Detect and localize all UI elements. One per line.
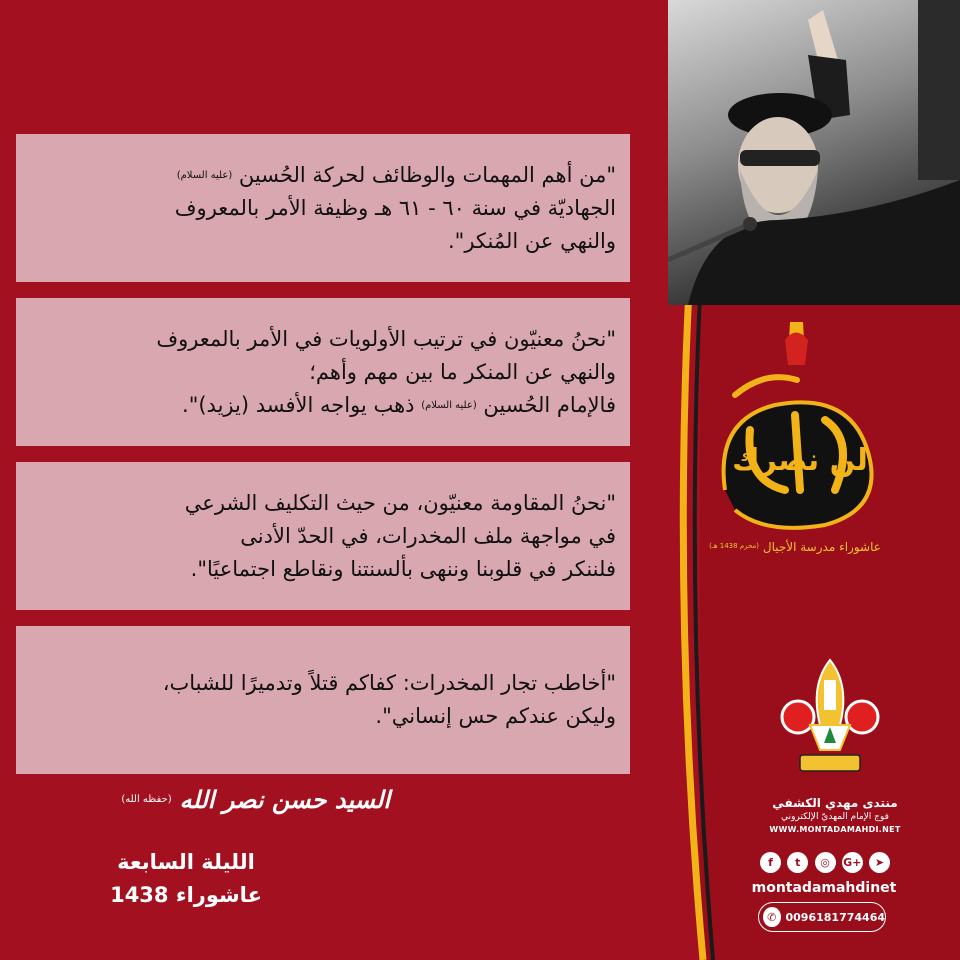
quote-1-line-2: الجهاديّة في سنة ٦٠ - ٦١ هـ وظيفة الأمر بالمعروف [174,195,616,220]
quote-box-3 [16,462,630,610]
signature-honorific: (حفظه الله) [121,794,172,805]
quote-2-line-3: فالإمام الحُسين (عليه السلام) ذهب يواجه الأفسد (يزيد)". [182,392,616,417]
forum-info [740,795,930,836]
campaign-year-tag: (محرم 1438 هـ) [709,542,760,550]
social-icons [760,852,890,876]
quote-box-1 [16,134,630,282]
quote-4-line-2: وليكن عندكم حس إنساني". [375,704,616,728]
night-line-1: الليلة السابعة [117,850,255,874]
quote-4-line-1: "أخاطب تجار المخدرات: كفاكم قتلاً وتدميرًا للشباب، [162,671,616,695]
forum-name: منتدى مهدي الكشفي [772,796,898,810]
twitter-icon[interactable]: t [787,852,808,873]
speaker-photo [668,0,960,305]
quote-1-line-3: والنهي عن المُنكر". [448,228,616,253]
quote-2-line-1: "نحنُ معنيّون في ترتيب الأولويات في الأمر بالمعروف [156,326,616,351]
quote-2-line-2: والنهي عن المنكر ما بين مهم وأهم؛ [309,359,616,384]
forum-subtitle: فوج الإمام المهديّ الإلكتروني [781,812,889,822]
quote-3-line-3: فلننكر في قلوبنا وننهى بألسنتنا ونقاطع اجتماعيًا". [190,556,616,581]
quote-1-line-1: "من أهم المهمات والوظائف لحركة الحُسين (عليه السلام) [176,162,616,187]
speaker-silhouette-icon [668,0,960,305]
night-line-2: عاشوراء 1438 [110,883,262,907]
google-plus-icon[interactable]: G+ [842,852,863,873]
telegram-icon[interactable]: ➤ [869,852,890,873]
phone-icon: ✆ [763,907,781,927]
forum-url[interactable]: WWW.MONTADAMAHDI.NET [769,825,901,834]
quote-box-2 [16,298,630,446]
social-handle: montadamahdinet [751,880,897,896]
instagram-icon[interactable]: ◎ [815,852,836,873]
signature-name: السيد حسن نصر الله [179,785,390,814]
honorific-small: (عليه السلام) [421,399,477,411]
quote-box-4 [16,626,630,774]
campaign-logo-text: لن نصرك [732,443,868,478]
quote-3-line-2: في مواجهة ملف المخدرات، في الحدّ الأدنى [240,523,616,548]
scout-fleur-de-lis-logo [780,655,880,785]
campaign-tagline: عاشوراء مدرسة الأجيال $^{(محرم 1438 هـ)}$ [709,540,881,554]
phone-number: 0096181774464 [785,910,885,924]
facebook-icon[interactable]: f [760,852,781,873]
campaign-calligraphy-logo [705,320,895,570]
phone-contact[interactable] [758,902,886,932]
quote-3-line-1: "نحنُ المقاومة معنيّون، من حيث التكليف الشرعي [184,490,616,515]
night-label [100,846,272,912]
honorific-small: (عليه السلام) [176,169,233,181]
speaker-signature [30,785,390,819]
